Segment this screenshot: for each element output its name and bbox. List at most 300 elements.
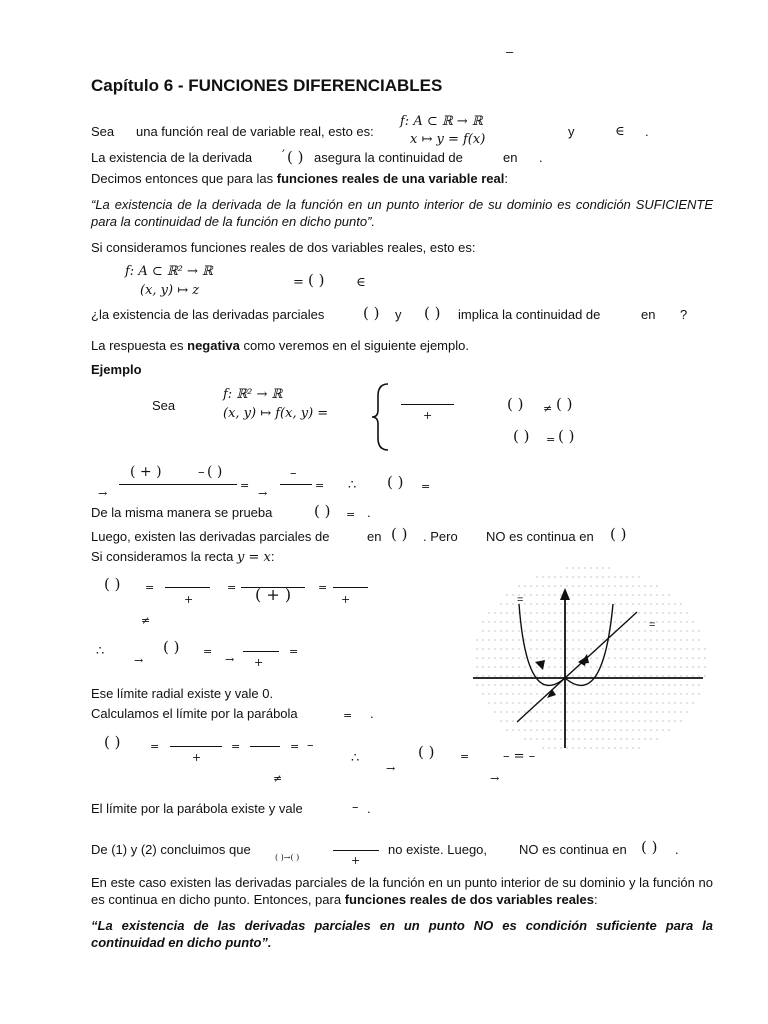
grid-dot xyxy=(542,639,543,640)
grid-dot xyxy=(650,684,651,685)
piecewise-brace xyxy=(370,382,392,452)
grid-dot xyxy=(506,675,507,676)
parab-text-dot: . xyxy=(367,801,371,816)
grid-dot xyxy=(692,639,693,640)
grid-dot xyxy=(584,567,585,568)
grid-dot xyxy=(662,693,663,694)
grid-dot xyxy=(614,675,615,676)
grid-dot xyxy=(542,576,543,577)
radial-eq2: = xyxy=(227,581,237,594)
grid-dot xyxy=(560,675,561,676)
radial-paren-plus: ( + ) xyxy=(255,585,292,604)
grid-dot xyxy=(614,693,615,694)
grid-dot xyxy=(548,657,549,658)
conclusion-plus: + xyxy=(351,854,361,867)
grid-dot xyxy=(494,666,495,667)
grid-dot xyxy=(578,567,579,568)
grid-dot xyxy=(602,585,603,586)
grid-dot xyxy=(572,666,573,667)
grid-dot xyxy=(614,747,615,748)
grid-dot xyxy=(608,675,609,676)
grid-dot xyxy=(560,693,561,694)
grid-dot xyxy=(560,585,561,586)
grid-dot xyxy=(656,648,657,649)
grid-dot xyxy=(638,729,639,730)
grid-dot xyxy=(584,630,585,631)
grid-dot xyxy=(602,603,603,604)
parab-eq1: = xyxy=(150,740,160,753)
grid-dot xyxy=(590,702,591,703)
grid-dot xyxy=(488,612,489,613)
grid-dot xyxy=(680,720,681,721)
grid-dot xyxy=(572,684,573,685)
grid-dot xyxy=(500,639,501,640)
grid-dot xyxy=(500,612,501,613)
grid-dot xyxy=(530,738,531,739)
grid-dot xyxy=(488,666,489,667)
grid-dot xyxy=(614,576,615,577)
grid-dot xyxy=(602,747,603,748)
grid-dot xyxy=(662,711,663,712)
grid-dot xyxy=(680,639,681,640)
grid-dot xyxy=(554,585,555,586)
grid-dot xyxy=(632,684,633,685)
grid-dot xyxy=(650,729,651,730)
grid-dot xyxy=(566,702,567,703)
grid-dot xyxy=(632,675,633,676)
grid-dot xyxy=(536,648,537,649)
grid-dot xyxy=(578,603,579,604)
grid-dot xyxy=(548,639,549,640)
grid-dot xyxy=(590,603,591,604)
ejemplo-map-line2: (x, y) ↦ f(x, y) = xyxy=(223,406,329,421)
grid-dot xyxy=(602,648,603,649)
grid-dot xyxy=(626,576,627,577)
grid-dot xyxy=(548,630,549,631)
radial-plus1: + xyxy=(184,593,194,606)
grid-dot xyxy=(596,666,597,667)
grid-dot xyxy=(572,711,573,712)
grid-dot xyxy=(512,639,513,640)
grid-dot xyxy=(620,639,621,640)
grid-dot xyxy=(614,711,615,712)
grid-dot xyxy=(542,693,543,694)
grid-dot xyxy=(680,675,681,676)
grid-dot xyxy=(614,612,615,613)
grid-dot xyxy=(638,594,639,595)
grid-dot xyxy=(518,675,519,676)
grid-dot xyxy=(572,657,573,658)
grid-dot xyxy=(548,585,549,586)
grid-dot xyxy=(596,639,597,640)
grid-dot xyxy=(692,675,693,676)
grid-dot xyxy=(524,720,525,721)
grid-dot xyxy=(542,612,543,613)
grid-dot xyxy=(608,612,609,613)
grid-dot xyxy=(578,702,579,703)
grid-dot xyxy=(644,630,645,631)
grid-dot xyxy=(572,729,573,730)
grid-dot xyxy=(572,702,573,703)
grid-dot xyxy=(482,675,483,676)
grid-dot xyxy=(644,711,645,712)
grid-dot xyxy=(578,576,579,577)
grid-dot xyxy=(662,702,663,703)
grid-dot xyxy=(500,648,501,649)
grid-dot xyxy=(608,648,609,649)
grid-dot xyxy=(644,639,645,640)
grid-dot xyxy=(626,738,627,739)
grid-dot xyxy=(554,621,555,622)
grid-dot xyxy=(638,675,639,676)
grid-dot xyxy=(668,684,669,685)
grid-dot xyxy=(644,684,645,685)
grid-dot xyxy=(632,738,633,739)
grid-dot xyxy=(572,621,573,622)
grid-dot xyxy=(686,675,687,676)
grid-dot xyxy=(560,621,561,622)
grid-dot xyxy=(674,621,675,622)
grid-dot xyxy=(500,603,501,604)
grid-dot xyxy=(584,693,585,694)
grid-dot xyxy=(584,621,585,622)
grid-dot xyxy=(596,657,597,658)
grid-dot xyxy=(542,738,543,739)
radial-frac4-line xyxy=(243,651,279,652)
grid-dot xyxy=(542,747,543,748)
grid-dot xyxy=(656,585,657,586)
grid-dot xyxy=(608,657,609,658)
grid-dot xyxy=(596,630,597,631)
grid-dot xyxy=(632,621,633,622)
conclusion-text2: no existe. Luego, xyxy=(388,842,488,857)
grid-dot xyxy=(554,576,555,577)
grid-dot xyxy=(548,612,549,613)
grid-dot xyxy=(476,666,477,667)
grid-dot xyxy=(650,666,651,667)
grid-dot xyxy=(476,684,477,685)
grid-dot xyxy=(602,630,603,631)
grid-dot xyxy=(644,603,645,604)
grid-dot xyxy=(662,639,663,640)
grid-dot xyxy=(548,603,549,604)
grid-dot xyxy=(590,738,591,739)
grid-dot xyxy=(632,657,633,658)
grid-dot xyxy=(590,630,591,631)
cond2-b: ( ) xyxy=(558,427,575,445)
grid-dot xyxy=(608,666,609,667)
grid-dot xyxy=(692,657,693,658)
limit1-fraction-line xyxy=(119,484,237,485)
grid-dot xyxy=(632,630,633,631)
grid-dot xyxy=(656,603,657,604)
ejemplo-sea: Sea xyxy=(152,398,176,413)
grid-dot xyxy=(530,585,531,586)
parab-therefore: ∴ xyxy=(351,751,360,766)
grid-dot xyxy=(524,621,525,622)
grid-dot xyxy=(602,738,603,739)
grid-dot xyxy=(566,738,567,739)
grid-dot xyxy=(620,702,621,703)
grid-dot xyxy=(494,693,495,694)
grid-dot xyxy=(644,675,645,676)
radial-plus3: + xyxy=(254,656,264,669)
grid-dot xyxy=(608,720,609,721)
grid-dot xyxy=(560,612,561,613)
limit1-num-b: ( ) xyxy=(207,464,223,480)
same-way-paren: ( ) xyxy=(314,502,331,520)
grid-dot xyxy=(524,729,525,730)
luego-en: en xyxy=(367,529,382,544)
grid-dot xyxy=(704,657,705,658)
luego-text2: . Pero xyxy=(423,529,458,544)
grid-dot xyxy=(638,612,639,613)
radial-arrow2: → xyxy=(225,653,235,666)
grid-dot xyxy=(566,729,567,730)
grid-dot xyxy=(572,720,573,721)
grid-dot xyxy=(590,657,591,658)
grid-dot xyxy=(506,648,507,649)
grid-dot xyxy=(668,675,669,676)
grid-dot xyxy=(692,621,693,622)
grid-dot xyxy=(560,594,561,595)
final-colon: : xyxy=(594,892,598,907)
grid-dot xyxy=(524,666,525,667)
grid-dot xyxy=(662,630,663,631)
grid-dot xyxy=(494,621,495,622)
recta-colon: : xyxy=(270,549,275,564)
luego-no: NO es continua en xyxy=(486,529,594,544)
grid-dot xyxy=(590,639,591,640)
grid-dot xyxy=(602,639,603,640)
grid-dot xyxy=(518,621,519,622)
grid-dot xyxy=(590,648,591,649)
grid-dot xyxy=(494,702,495,703)
luego-text1: Luego, existen las derivadas parciales de xyxy=(91,529,330,544)
grid-dot xyxy=(596,585,597,586)
grid-dot xyxy=(500,684,501,685)
grid-dot xyxy=(578,729,579,730)
grid-dot xyxy=(542,675,543,676)
grid-dot xyxy=(614,594,615,595)
question-paren2: ( ) xyxy=(424,304,441,322)
grid-dot xyxy=(584,585,585,586)
final-paragraph xyxy=(91,874,713,908)
grid-dot xyxy=(680,648,681,649)
grid-dot xyxy=(674,666,675,667)
grid-dot xyxy=(572,576,573,577)
grid-dot xyxy=(656,621,657,622)
grid-dot xyxy=(632,603,633,604)
grid-dot xyxy=(680,612,681,613)
grid-dot xyxy=(614,684,615,685)
grid-dot xyxy=(524,675,525,676)
grid-dot xyxy=(536,738,537,739)
grid-dot xyxy=(566,612,567,613)
grid-dot xyxy=(608,747,609,748)
grid-dot xyxy=(602,666,603,667)
radial-eq4: = xyxy=(203,645,213,658)
grid-dot xyxy=(506,594,507,595)
grid-dot xyxy=(662,621,663,622)
grid-dot xyxy=(596,729,597,730)
grid-dot xyxy=(596,603,597,604)
grid-dot xyxy=(524,603,525,604)
grid-dot xyxy=(656,594,657,595)
grid-dot xyxy=(566,720,567,721)
grid-dot xyxy=(584,702,585,703)
radial-paren2: ( ) xyxy=(163,638,180,656)
grid-dot xyxy=(674,720,675,721)
grid-dot xyxy=(554,711,555,712)
parab-arrow: → xyxy=(386,762,396,775)
grid-dot xyxy=(674,648,675,649)
grid-dot xyxy=(686,621,687,622)
grid-dot xyxy=(650,648,651,649)
grid-dot xyxy=(548,711,549,712)
grid-dot xyxy=(518,585,519,586)
grid-dot xyxy=(596,738,597,739)
grid-dot xyxy=(638,684,639,685)
grid-dot xyxy=(494,612,495,613)
grid-dot xyxy=(584,648,585,649)
grid-dot xyxy=(590,693,591,694)
grid-dot xyxy=(608,693,609,694)
grid-dot xyxy=(620,738,621,739)
grid-dot xyxy=(608,603,609,604)
conclusion-paren: ( ) xyxy=(641,838,658,856)
radial-plus2: + xyxy=(341,593,351,606)
grid-dot xyxy=(614,657,615,658)
grid-dot xyxy=(548,594,549,595)
grid-dot xyxy=(644,702,645,703)
limit1-num-a: ( + ) xyxy=(130,464,162,480)
grid-dot xyxy=(680,711,681,712)
grid-dot xyxy=(476,648,477,649)
luego-paren: ( ) xyxy=(391,525,408,543)
grid-dot xyxy=(614,702,615,703)
piecewise-plus: + xyxy=(423,409,433,422)
grid-dot xyxy=(626,729,627,730)
cond1-b: ( ) xyxy=(556,395,573,413)
grid-dot xyxy=(482,693,483,694)
grid-dot xyxy=(572,585,573,586)
grid-dot xyxy=(668,702,669,703)
grid-dot xyxy=(518,729,519,730)
grid-dot xyxy=(620,747,621,748)
grid-dot xyxy=(554,639,555,640)
grid-dot xyxy=(650,585,651,586)
question-en: en xyxy=(641,307,656,322)
grid-dot xyxy=(620,684,621,685)
grid-dot xyxy=(602,711,603,712)
grid-dot xyxy=(536,576,537,577)
grid-dot xyxy=(596,720,597,721)
grid-dot xyxy=(500,711,501,712)
grid-dot xyxy=(602,684,603,685)
grid-dot xyxy=(596,747,597,748)
grid-dot xyxy=(698,666,699,667)
grid-dot xyxy=(584,729,585,730)
grid-dot xyxy=(536,657,537,658)
grid-dot xyxy=(602,675,603,676)
limit1-therefore: ∴ xyxy=(348,478,357,493)
grid-dot xyxy=(644,612,645,613)
grid-dot xyxy=(536,594,537,595)
decimos-colon: : xyxy=(504,171,508,186)
grid-dot xyxy=(644,621,645,622)
grid-dot xyxy=(476,639,477,640)
parabola-dot: . xyxy=(370,706,374,721)
grid-dot xyxy=(530,630,531,631)
grid-dot xyxy=(590,711,591,712)
grid-dot xyxy=(620,693,621,694)
grid-dot xyxy=(518,711,519,712)
grid-dot xyxy=(584,576,585,577)
grid-dot xyxy=(596,621,597,622)
question-paren1: ( ) xyxy=(363,304,380,322)
grid-dot xyxy=(572,603,573,604)
grid-dot xyxy=(548,576,549,577)
grid-dot xyxy=(620,711,621,712)
grid-dot xyxy=(596,567,597,568)
same-way-dot: . xyxy=(367,505,371,520)
grid-dot xyxy=(542,585,543,586)
cond2-op: = xyxy=(546,433,556,446)
grid-dot xyxy=(602,594,603,595)
grid-dot xyxy=(632,594,633,595)
grid-dot xyxy=(590,567,591,568)
grid-dot xyxy=(704,666,705,667)
grid-dot xyxy=(614,729,615,730)
grid-dot xyxy=(638,630,639,631)
radial-eq3: = xyxy=(318,581,328,594)
grid-dot xyxy=(554,594,555,595)
grid-dot xyxy=(530,684,531,685)
grid-dot xyxy=(524,738,525,739)
grid-dot xyxy=(494,657,495,658)
grid-dot xyxy=(518,666,519,667)
grid-dot xyxy=(524,711,525,712)
parab-frac1-line xyxy=(170,746,222,747)
grid-dot xyxy=(482,621,483,622)
respuesta-text1: La respuesta es xyxy=(91,338,184,353)
grid-dot xyxy=(578,585,579,586)
grid-dot xyxy=(656,639,657,640)
grid-dot xyxy=(476,675,477,676)
radial-text: Ese límite radial existe y vale 0. xyxy=(91,686,274,701)
grid-dot xyxy=(650,639,651,640)
grid-dot xyxy=(518,648,519,649)
grid-dot xyxy=(494,675,495,676)
grid-dot xyxy=(554,603,555,604)
grid-dot xyxy=(686,684,687,685)
grid-dot xyxy=(626,585,627,586)
grid-dot xyxy=(650,675,651,676)
grid-dot xyxy=(530,612,531,613)
recta-math: y = x xyxy=(236,550,271,565)
grid-dot xyxy=(536,585,537,586)
header-dash: – xyxy=(506,44,514,59)
grid-dot xyxy=(674,639,675,640)
grid-dot xyxy=(578,621,579,622)
grid-dot xyxy=(644,666,645,667)
grid-dot xyxy=(506,603,507,604)
grid-dot xyxy=(650,594,651,595)
cond1-a: ( ) xyxy=(507,395,524,413)
grid-dot xyxy=(542,720,543,721)
grid-dot xyxy=(620,666,621,667)
